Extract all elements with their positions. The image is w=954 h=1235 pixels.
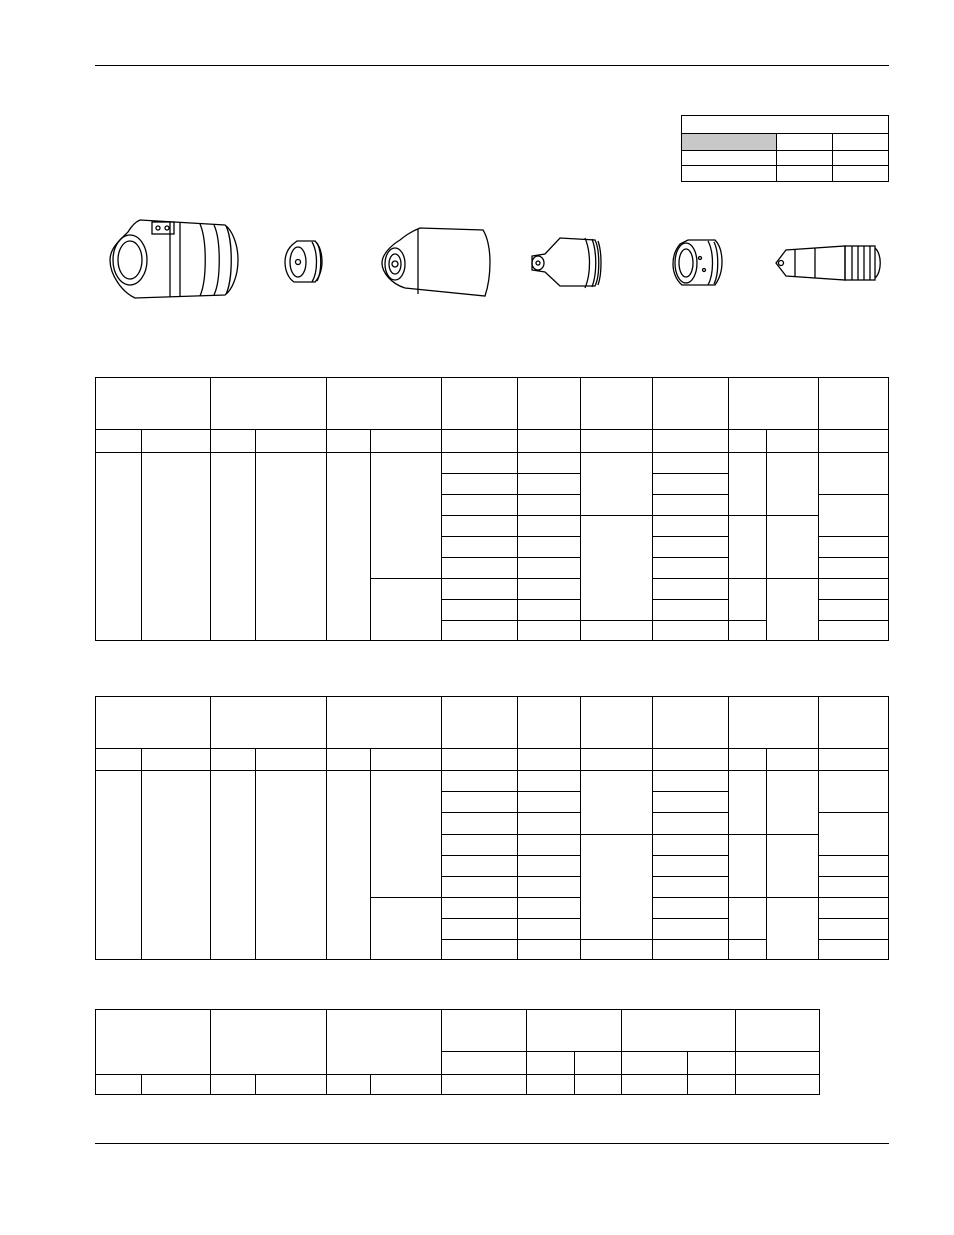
table-3: [0, 1000, 954, 1110]
table-2: [0, 319, 954, 1019]
